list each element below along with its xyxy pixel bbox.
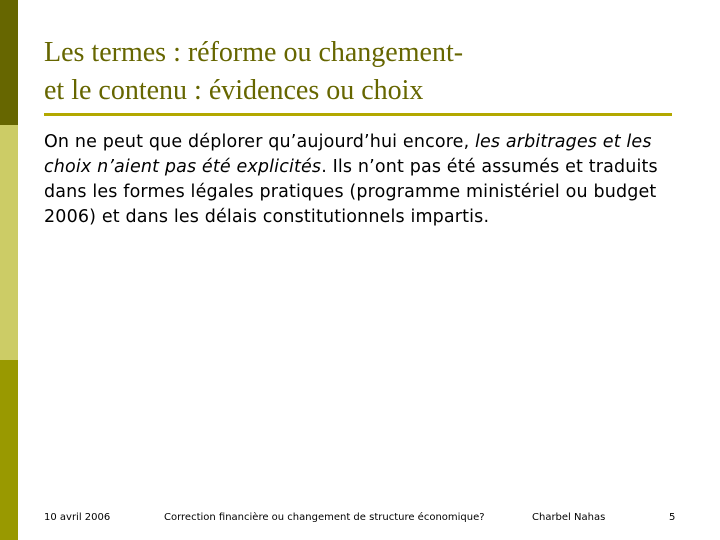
body-text-start: On ne peut que déplorer qu’aujourd’hui encore, [44, 132, 475, 152]
body-paragraph [44, 130, 684, 230]
title-underline [44, 113, 672, 116]
footer-author: Charbel Nahas [532, 512, 606, 523]
title-line-1: Les termes : réforme ou changement- [44, 37, 464, 68]
footer-date: 10 avril 2006 [44, 512, 111, 523]
body-text-italic: les arbitrages et les choix n’aient pas été explicités [44, 132, 652, 177]
side-bar-middle [0, 125, 18, 360]
page-number: 5 [669, 512, 676, 523]
footer-title: Correction financière ou changement de structure économique? [164, 512, 485, 523]
slide-title [44, 34, 684, 110]
side-bar-bottom [0, 360, 18, 540]
side-bar-top [0, 0, 18, 125]
body-text-end: . Ils n’ont pas été assumés et traduits dans les formes légales pratiques (programme ministériel ou budget 2006) et dans les délais constitutionnels impartis. [44, 157, 658, 227]
title-line-2: et le contenu : évidences ou choix [44, 75, 424, 106]
